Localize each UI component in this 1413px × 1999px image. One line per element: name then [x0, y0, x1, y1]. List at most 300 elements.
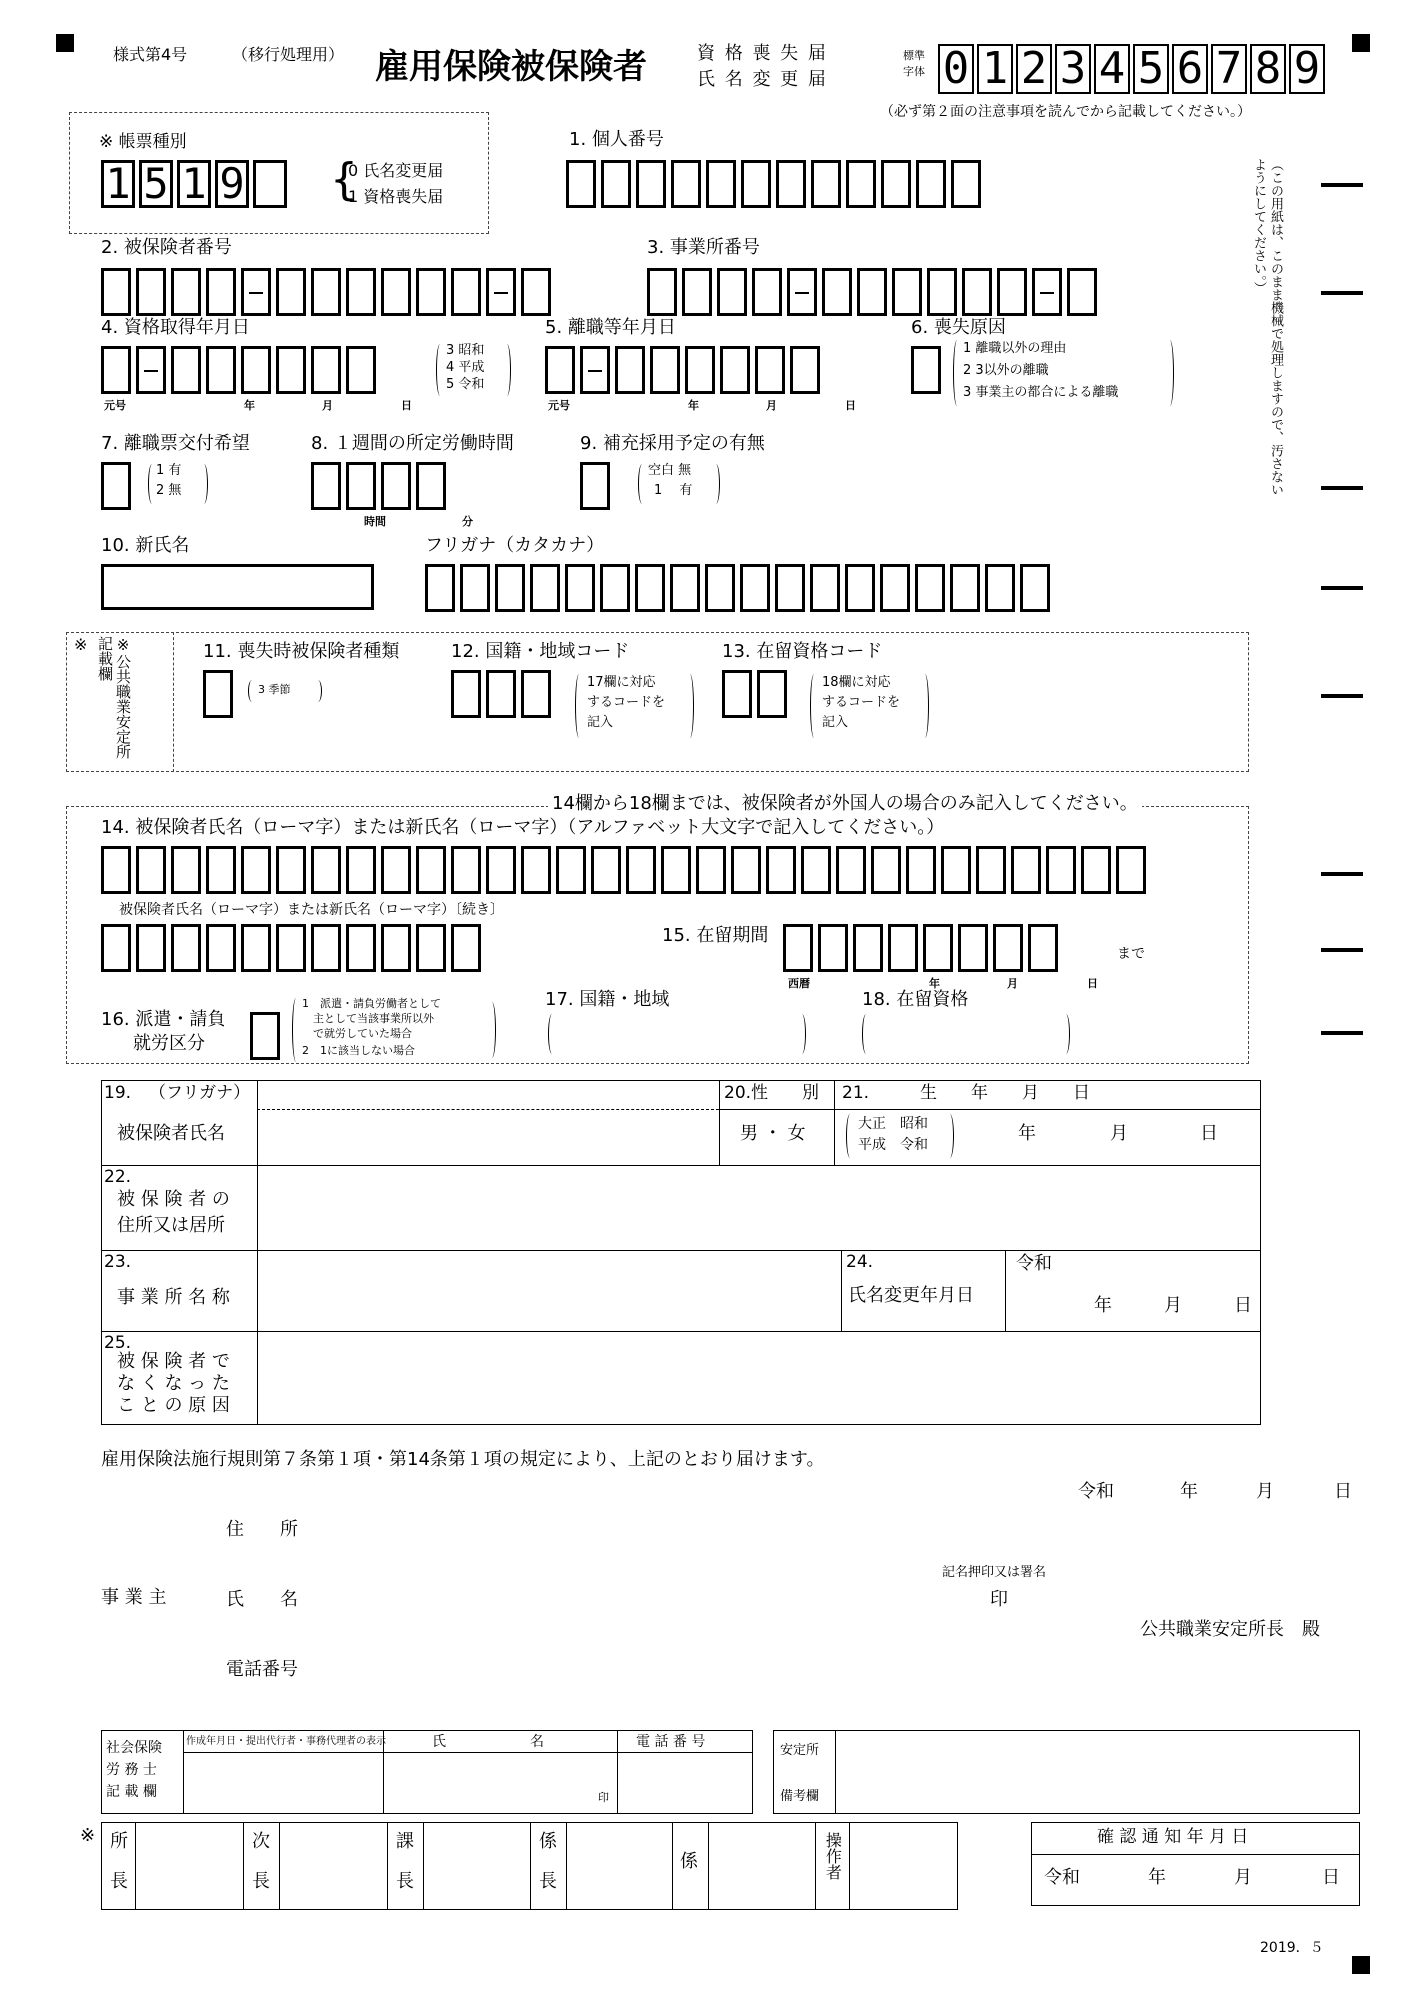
digit-box[interactable] — [923, 924, 953, 972]
sharoshi-col1: 作成年月日・提出代行者・事務代理者の表示 — [186, 1736, 386, 1747]
f14-label: 14. 被保険者氏名（ローマ字）または新氏名（ローマ字）（アルファベット大文字で記入してください。） — [101, 817, 945, 838]
decl-employer: 事 業 主 — [101, 1587, 167, 1608]
digit-box[interactable] — [416, 268, 446, 316]
digit-box[interactable] — [381, 462, 411, 510]
f7-opt: 1 有 — [156, 463, 182, 478]
digit-box[interactable] — [1020, 564, 1050, 612]
kana-name-input[interactable] — [260, 1082, 716, 1108]
f18-label: 18. 在留資格 — [862, 989, 969, 1010]
digit-box[interactable] — [810, 564, 840, 612]
f12-note: するコードを — [587, 695, 666, 710]
r19-num: 19. — [104, 1083, 132, 1103]
digit-box[interactable] — [521, 670, 551, 718]
f13-note: 18欄に対応 — [822, 675, 891, 690]
digit-box[interactable] — [997, 268, 1027, 316]
r23-label: 事 業 所 名 称 — [117, 1287, 230, 1308]
approval-cell-b: 長 — [396, 1871, 414, 1892]
digit-box[interactable] — [846, 160, 876, 208]
sharoshi-seal: 印 — [598, 1791, 609, 1804]
digit-box[interactable] — [276, 924, 306, 972]
f4-opt: 4 平成 — [446, 360, 485, 375]
digit-box[interactable] — [871, 846, 901, 894]
sharoshi-label: 社会保険 — [106, 1740, 162, 1756]
form-title: 雇用保険被保険者 — [375, 47, 647, 87]
digit-box[interactable] — [993, 924, 1023, 972]
form-type-digit: 5 — [139, 160, 173, 208]
digit-box[interactable] — [752, 268, 782, 316]
office-name-input[interactable] — [260, 1253, 838, 1329]
digit-box[interactable] — [171, 924, 201, 972]
f4-opt: 5 令和 — [446, 377, 485, 392]
r23-num: 23. — [104, 1252, 132, 1272]
form-type-label: ※ 帳票種別 — [99, 132, 187, 152]
digit-box[interactable] — [416, 846, 446, 894]
digit-box[interactable] — [241, 924, 271, 972]
digit-box[interactable] — [626, 846, 656, 894]
reason-input[interactable] — [260, 1334, 1258, 1422]
digit-box[interactable] — [311, 346, 341, 394]
gender-select[interactable]: 男 ・ 女 — [740, 1123, 806, 1144]
digit-box[interactable] — [705, 564, 735, 612]
decl-day: 日 — [1334, 1481, 1352, 1502]
timing-mark — [1321, 872, 1363, 876]
digit-box[interactable] — [976, 846, 1006, 894]
r19-kana: （フリガナ） — [149, 1083, 251, 1103]
transition-label: （移行処理用） — [232, 45, 345, 64]
timing-mark — [1321, 948, 1363, 952]
form-type-digit: 1 — [101, 160, 135, 208]
f16-box[interactable] — [250, 1012, 285, 1060]
digit-box[interactable] — [425, 564, 455, 612]
decl-year: 年 — [1180, 1481, 1198, 1502]
f9-box[interactable] — [580, 462, 615, 510]
digit-box[interactable] — [600, 564, 630, 612]
digit-box — [1032, 268, 1062, 316]
std-digit: 5 — [1133, 44, 1169, 94]
f6-opt: 3 事業主の都合による離職 — [963, 385, 1119, 400]
f5-era: 元号 — [548, 399, 570, 412]
r24-year: 年 — [1094, 1295, 1112, 1316]
r22-label: 被 保 険 者 の — [117, 1189, 230, 1210]
f14-cont-boxes[interactable] — [101, 924, 486, 972]
r21-day: 日 — [1200, 1123, 1218, 1144]
digit-box[interactable] — [495, 564, 525, 612]
f12-boxes[interactable] — [451, 670, 556, 718]
digit-box[interactable] — [276, 268, 306, 316]
digit-box[interactable] — [906, 846, 936, 894]
digit-box[interactable] — [927, 268, 957, 316]
digit-box[interactable] — [775, 564, 805, 612]
digit-box[interactable] — [1067, 268, 1097, 316]
digit-box[interactable] — [722, 670, 752, 718]
digit-box[interactable] — [136, 846, 166, 894]
sharoshi-label: 記 載 欄 — [106, 1784, 157, 1800]
confirm-day: 日 — [1322, 1867, 1340, 1888]
f15-era: 西暦 — [788, 977, 810, 990]
f15-until: まで — [1117, 946, 1145, 962]
f10-label: 10. 新氏名 — [101, 535, 190, 556]
digit-box[interactable] — [853, 924, 883, 972]
pub-label: ※公共職業安定所記載欄 — [96, 636, 132, 759]
confirm-year: 年 — [1148, 1867, 1166, 1888]
digit-box[interactable] — [486, 670, 516, 718]
decl-era: 令和 — [1078, 1481, 1114, 1502]
digit-box[interactable] — [311, 462, 341, 510]
digit-box[interactable] — [685, 346, 715, 394]
digit-box[interactable] — [276, 846, 306, 894]
digit-box[interactable] — [136, 268, 166, 316]
approval-operator: 操作者 — [823, 1832, 843, 1880]
digit-box[interactable] — [741, 160, 771, 208]
std-digit: 6 — [1172, 44, 1208, 94]
form-type-digit: 9 — [215, 160, 249, 208]
digit-box[interactable] — [580, 462, 610, 510]
digit-box[interactable] — [951, 160, 981, 208]
digit-box[interactable] — [857, 268, 887, 316]
digit-box[interactable] — [416, 462, 446, 510]
digit-box[interactable] — [451, 670, 481, 718]
r21-year: 年 — [1018, 1123, 1036, 1144]
approval-cell-a: 次 — [252, 1831, 270, 1852]
digit-box[interactable] — [591, 846, 621, 894]
digit-box[interactable] — [731, 846, 761, 894]
digit-box — [787, 268, 817, 316]
digit-box[interactable] — [203, 670, 233, 718]
digit-box[interactable] — [311, 846, 341, 894]
f7-opt: 2 無 — [156, 483, 182, 498]
f13-boxes[interactable] — [722, 670, 792, 718]
digit-box[interactable] — [1046, 846, 1076, 894]
digit-box[interactable] — [615, 346, 645, 394]
digit-box[interactable] — [670, 564, 700, 612]
office-addressee: 公共職業安定所長 殿 — [1140, 1619, 1320, 1640]
seal-note: 記名押印又は署名 — [942, 1565, 1047, 1580]
digit-box[interactable] — [346, 268, 376, 316]
confirm-era: 令和 — [1044, 1867, 1080, 1888]
digit-box[interactable] — [250, 1012, 280, 1060]
digit-box — [241, 268, 271, 316]
digit-box[interactable] — [530, 564, 560, 612]
digit-box[interactable] — [717, 268, 747, 316]
f3-label: 3. 事業所番号 — [647, 237, 760, 258]
f15-year: 年 — [929, 977, 940, 990]
f6-opt: 2 3以外の離職 — [963, 363, 1049, 378]
declaration-text: 雇用保険法施行規則第７条第１項・第14条第１項の規定により、上記のとおり届けます。 — [101, 1449, 825, 1470]
std-digit: 2 — [1016, 44, 1052, 94]
f8-min: 分 — [462, 515, 473, 528]
digit-box[interactable] — [636, 160, 666, 208]
std-digit: 0 — [938, 44, 974, 94]
std-digit: 7 — [1211, 44, 1247, 94]
digit-box[interactable] — [836, 846, 866, 894]
digit-box[interactable] — [311, 924, 341, 972]
digit-box[interactable] — [1081, 846, 1111, 894]
f7-box[interactable] — [101, 462, 136, 510]
standard-digits — [938, 44, 1328, 94]
r20-label: 20.性 別 — [724, 1083, 820, 1103]
f16-opt: 1 派遣・請負労働者として — [302, 997, 441, 1010]
r24-label: 氏名変更年月日 — [848, 1285, 974, 1306]
digit-box[interactable] — [941, 846, 971, 894]
f9-opt: 1 有 — [654, 483, 693, 498]
digit-box[interactable] — [416, 924, 446, 972]
digit-box[interactable] — [635, 564, 665, 612]
f16-opt: で就労していた場合 — [302, 1027, 412, 1040]
r22-label: 住所又は居所 — [117, 1215, 225, 1236]
digit-box[interactable] — [101, 268, 131, 316]
digit-box[interactable] — [206, 346, 236, 394]
digit-box[interactable] — [171, 346, 201, 394]
f13-label: 13. 在留資格コード — [722, 641, 883, 662]
digit-box[interactable] — [985, 564, 1015, 612]
f5-day: 日 — [845, 399, 856, 412]
digit-box[interactable] — [276, 346, 306, 394]
side-note: （この用紙は、このまま機械で処理しますので、汚さないようにしてください。） — [1251, 158, 1283, 496]
form-type-digit: 1 — [177, 160, 211, 208]
digit-box[interactable] — [381, 268, 411, 316]
digit-box[interactable] — [171, 268, 201, 316]
digit-box[interactable] — [962, 268, 992, 316]
digit-box[interactable] — [241, 846, 271, 894]
approval-cell-a: 係 — [539, 1831, 557, 1852]
digit-box[interactable] — [783, 924, 813, 972]
digit-box[interactable] — [1011, 846, 1041, 894]
seal-mark: 印 — [990, 1589, 1008, 1610]
digit-box[interactable] — [101, 846, 131, 894]
f8-hour: 時間 — [364, 515, 386, 528]
digit-box[interactable] — [740, 564, 770, 612]
f16-label-a: 16. 派遣・請負 — [101, 1009, 226, 1030]
r21-era: 大正 昭和 — [858, 1116, 928, 1132]
std-label-2: 字体 — [903, 65, 925, 78]
f15-label: 15. 在留期間 — [662, 925, 769, 946]
std-label-1: 標準 — [903, 49, 925, 62]
digit-box[interactable] — [958, 924, 988, 972]
decl-phone: 電話番号 — [226, 1659, 298, 1680]
decl-month: 月 — [1256, 1481, 1274, 1502]
f6-label: 6. 喪失原因 — [911, 317, 1006, 338]
approval-kakari: 係 — [680, 1851, 698, 1872]
digit-box[interactable] — [346, 462, 376, 510]
notice-text: （必ず第２面の注意事項を読んでから記載してください。） — [880, 104, 1251, 120]
digit-box[interactable] — [682, 268, 712, 316]
std-digit: 9 — [1289, 44, 1325, 94]
digit-box[interactable] — [776, 160, 806, 208]
corner-mark-top-right — [1352, 34, 1370, 52]
r25-num: 25. — [104, 1333, 132, 1353]
digit-box[interactable] — [521, 846, 551, 894]
digit-box — [580, 346, 610, 394]
digit-box[interactable] — [545, 346, 575, 394]
furigana-label: フリガナ（カタカナ） — [425, 535, 605, 556]
form-type-opt0: 0 氏名変更届 — [348, 161, 444, 180]
f4-era: 元号 — [104, 399, 126, 412]
digit-box[interactable] — [565, 564, 595, 612]
std-digit: 8 — [1250, 44, 1286, 94]
office-note-label: 備考欄 — [780, 1789, 820, 1804]
f8-boxes[interactable] — [311, 462, 451, 510]
sharoshi-label: 労 務 士 — [106, 1762, 157, 1778]
r25-label: 被 保 険 者 で — [117, 1351, 230, 1372]
digit-box[interactable] — [381, 924, 411, 972]
form-number: 様式第4号 — [113, 45, 188, 64]
address-input[interactable] — [260, 1168, 1258, 1248]
f14-cont-label: 被保険者氏名（ローマ字）または新氏名（ローマ字）〔続き〕 — [119, 902, 504, 918]
insured-name-input[interactable] — [260, 1112, 716, 1164]
digit-box[interactable] — [241, 346, 271, 394]
f13-note: するコードを — [822, 695, 901, 710]
confirm-month: 月 — [1234, 1867, 1252, 1888]
digit-box[interactable] — [101, 462, 131, 510]
digit-box[interactable] — [790, 346, 820, 394]
digit-box[interactable] — [818, 924, 848, 972]
digit-box[interactable] — [766, 846, 796, 894]
f11-opt: 3 季節 — [258, 683, 291, 696]
timing-mark — [1321, 694, 1363, 698]
f14-boxes[interactable] — [101, 846, 1151, 894]
f11-label: 11. 喪失時被保険者種類 — [203, 641, 400, 662]
digit-box[interactable] — [888, 924, 918, 972]
digit-box[interactable] — [206, 846, 236, 894]
timing-mark — [1321, 486, 1363, 490]
foreign-note: 14欄から18欄までは、被保険者が外国人の場合のみ記入してください。 — [548, 794, 1142, 815]
digit-box[interactable] — [706, 160, 736, 208]
subtitle-loss: 資 格 喪 失 届 — [697, 43, 828, 64]
subtitle-rename: 氏 名 変 更 届 — [697, 69, 828, 90]
digit-box[interactable] — [696, 846, 726, 894]
f12-note: 17欄に対応 — [587, 675, 656, 690]
r24-era: 令和 — [1016, 1253, 1052, 1274]
version-label: 2019．５ — [1260, 1940, 1324, 1956]
approval-cell-a: 所 — [110, 1831, 128, 1852]
f4-opt: 3 昭和 — [446, 343, 485, 358]
digit-box[interactable] — [346, 846, 376, 894]
f6-opt: 1 離職以外の理由 — [963, 341, 1067, 356]
r22-num: 22. — [104, 1167, 132, 1187]
std-digit: 4 — [1094, 44, 1130, 94]
approval-cell-b: 長 — [252, 1871, 270, 1892]
digit-box[interactable] — [486, 846, 516, 894]
form-type-digit-blank[interactable] — [253, 160, 287, 208]
f3-boxes[interactable] — [647, 268, 1102, 316]
digit-box[interactable] — [451, 846, 481, 894]
r24-day: 日 — [1234, 1295, 1252, 1316]
r21-month: 月 — [1110, 1123, 1128, 1144]
digit-box[interactable] — [206, 268, 236, 316]
f1-boxes[interactable] — [566, 160, 986, 208]
f16-opt: 2 1に該当しない場合 — [302, 1044, 415, 1057]
digit-box[interactable] — [661, 846, 691, 894]
digit-box[interactable] — [950, 564, 980, 612]
std-digit: 3 — [1055, 44, 1091, 94]
digit-box[interactable] — [521, 268, 551, 316]
digit-box[interactable] — [101, 346, 131, 394]
decl-name: 氏 名 — [226, 1589, 298, 1610]
digit-box[interactable] — [381, 846, 411, 894]
corner-mark-top-left — [56, 34, 74, 52]
f11-box[interactable] — [203, 670, 238, 718]
digit-box[interactable] — [566, 160, 596, 208]
digit-box[interactable] — [650, 346, 680, 394]
digit-box[interactable] — [647, 268, 677, 316]
digit-box[interactable] — [311, 268, 341, 316]
f5-boxes[interactable] — [545, 346, 825, 394]
r25-label: な く な っ た — [117, 1373, 230, 1394]
digit-box[interactable] — [460, 564, 490, 612]
timing-mark — [1321, 586, 1363, 590]
std-digit: 1 — [977, 44, 1013, 94]
f4-month: 月 — [322, 399, 333, 412]
f6-box[interactable] — [911, 346, 946, 394]
f5-month: 月 — [766, 399, 777, 412]
f4-year: 年 — [244, 399, 255, 412]
new-name-input[interactable] — [101, 564, 374, 610]
digit-box[interactable] — [822, 268, 852, 316]
f1-label: 1. 個人番号 — [569, 129, 664, 150]
office-note-box — [773, 1730, 1360, 1814]
digit-box[interactable] — [1028, 924, 1058, 972]
digit-box[interactable] — [346, 346, 376, 394]
sharoshi-col3: 電 話 番 号 — [636, 1734, 706, 1750]
f2-label: 2. 被保険者番号 — [101, 237, 232, 258]
digit-box[interactable] — [346, 924, 376, 972]
digit-box[interactable] — [845, 564, 875, 612]
digit-box[interactable] — [720, 346, 750, 394]
digit-box[interactable] — [801, 846, 831, 894]
digit-box[interactable] — [136, 924, 166, 972]
digit-box[interactable] — [101, 924, 131, 972]
f15-boxes[interactable] — [783, 924, 1063, 972]
digit-box[interactable] — [880, 564, 910, 612]
f5-year: 年 — [688, 399, 699, 412]
sharoshi-col2: 氏 名 — [432, 1734, 544, 1750]
digit-box[interactable] — [671, 160, 701, 208]
digit-box[interactable] — [451, 924, 481, 972]
office-note-label: 安定所 — [780, 1743, 820, 1758]
digit-box[interactable] — [881, 160, 911, 208]
digit-box[interactable] — [916, 160, 946, 208]
digit-box[interactable] — [811, 160, 841, 208]
timing-mark — [1321, 183, 1363, 187]
digit-box[interactable] — [451, 268, 481, 316]
f4-day: 日 — [401, 399, 412, 412]
f12-note: 記入 — [587, 715, 614, 730]
decl-address: 住 所 — [226, 1519, 298, 1540]
digit-box[interactable] — [911, 346, 941, 394]
f16-label-b: 就労区分 — [133, 1033, 205, 1054]
form-type-brace: { — [330, 154, 358, 205]
digit-box[interactable] — [755, 346, 785, 394]
f17-input[interactable] — [548, 1014, 556, 1054]
digit-box[interactable] — [556, 846, 586, 894]
pub-mark: ※ — [74, 635, 88, 654]
digit-box[interactable] — [171, 846, 201, 894]
f4-boxes[interactable] — [101, 346, 381, 394]
digit-box[interactable] — [915, 564, 945, 612]
f2-boxes[interactable] — [101, 268, 556, 316]
f18-input[interactable] — [862, 1014, 870, 1054]
digit-box[interactable] — [1116, 846, 1146, 894]
timing-mark — [1321, 1031, 1363, 1035]
digit-box[interactable] — [892, 268, 922, 316]
digit-box[interactable] — [757, 670, 787, 718]
digit-box[interactable] — [601, 160, 631, 208]
f7-label: 7. 離職票交付希望 — [101, 433, 250, 454]
digit-box[interactable] — [206, 924, 236, 972]
f13-note: 記入 — [822, 715, 849, 730]
approval-cell-a: 課 — [396, 1831, 414, 1852]
furigana-boxes[interactable] — [425, 564, 1055, 612]
